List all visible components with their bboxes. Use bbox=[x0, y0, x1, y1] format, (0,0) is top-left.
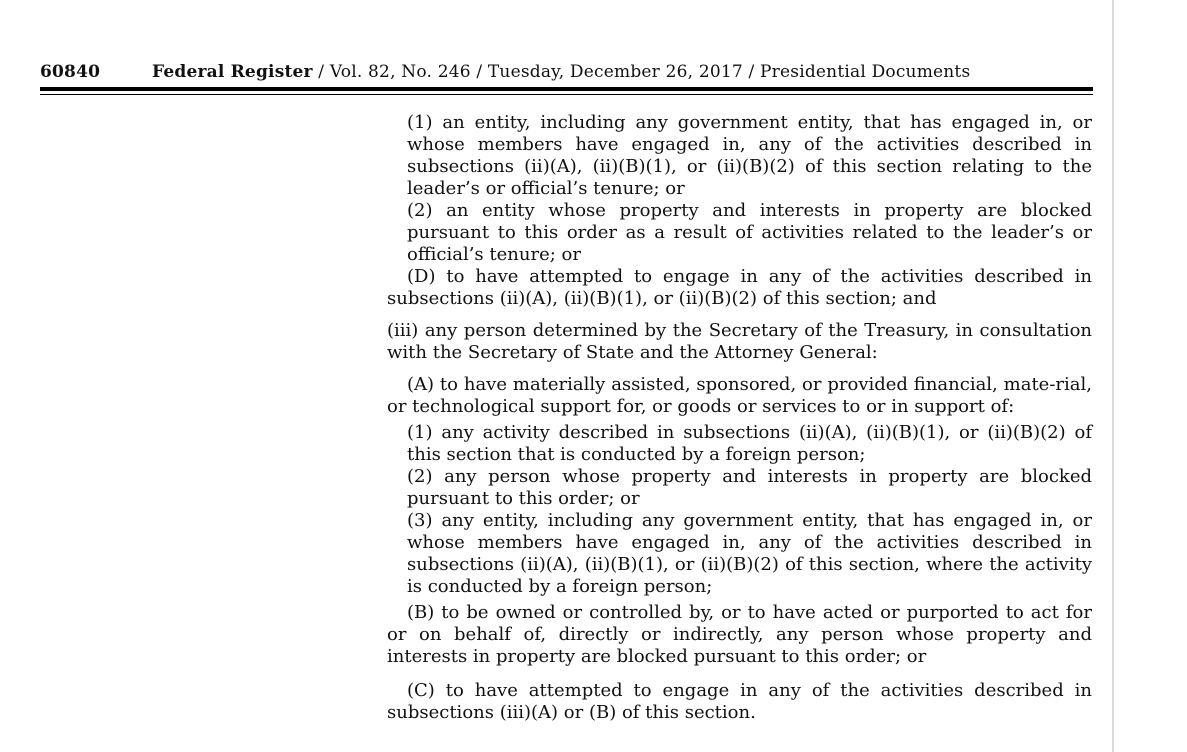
document-section: Presidential Documents bbox=[760, 62, 971, 82]
paragraph: (1) any activity described in subsections (ii)(A), (ii)(B)(1), or (ii)(B)(2) of this section that is conducted by a foreign person; bbox=[407, 422, 1092, 465]
page-header bbox=[40, 60, 1092, 84]
paragraph: (B) to be owned or controlled by, or to have acted or purported to act for or on behalf of, directly or indirectly, any person whose property and interests in property are blocked pursuant to this order; or bbox=[387, 602, 1092, 667]
publication-line bbox=[152, 60, 970, 84]
paragraph: (2) any person whose property and interests in property are blocked pursuant to this order; or bbox=[407, 466, 1092, 509]
issue-date: Tuesday, December 26, 2017 bbox=[487, 62, 743, 82]
paragraph: (2) an entity whose property and interests in property are blocked pursuant to this order as a result of activities related to the leader’s or official’s tenure; or bbox=[407, 200, 1092, 265]
separator: / bbox=[312, 62, 330, 82]
paragraph: (D) to have attempted to engage in any of the activities described in subsections (ii)(A), (ii)(B)(1), or (ii)(B)(2) of this section; and bbox=[387, 266, 1092, 309]
header-rule-thick bbox=[40, 87, 1093, 91]
body-text-column bbox=[387, 112, 1092, 724]
paragraph: (iii) any person determined by the Secretary of the Treasury, in consultation with the Secretary of State and the Attorney General: bbox=[387, 320, 1092, 363]
publication-name: Federal Register bbox=[152, 62, 313, 82]
paragraph: (3) any entity, including any government entity, that has engaged in, or whose members have engaged in, any of the activities described in subsections (ii)(A), (ii)(B)(1), or (ii)(B)(2) of this section, where the activity is conducted by a foreign person; bbox=[407, 510, 1092, 597]
page-edge bbox=[1112, 0, 1114, 752]
volume-info: Vol. 82, No. 246 bbox=[329, 62, 471, 82]
separator: / bbox=[470, 62, 488, 82]
paragraph: (C) to have attempted to engage in any of the activities described in subsections (iii)(A) or (B) of this section. bbox=[387, 680, 1092, 723]
paragraph: (A) to have materially assisted, sponsored, or provided financial, mate-rial, or technological support for, or goods or services to or in support of: bbox=[387, 374, 1092, 417]
page-number: 60840 bbox=[40, 62, 101, 82]
header-rule-thin bbox=[40, 94, 1093, 95]
separator: / bbox=[742, 62, 761, 82]
paragraph: (1) an entity, including any government entity, that has engaged in, or whose members have engaged in, any of the activities described in subsections (ii)(A), (ii)(B)(1), or (ii)(B)(2) of this section relating to the leader’s or official’s tenure; or bbox=[407, 112, 1092, 199]
